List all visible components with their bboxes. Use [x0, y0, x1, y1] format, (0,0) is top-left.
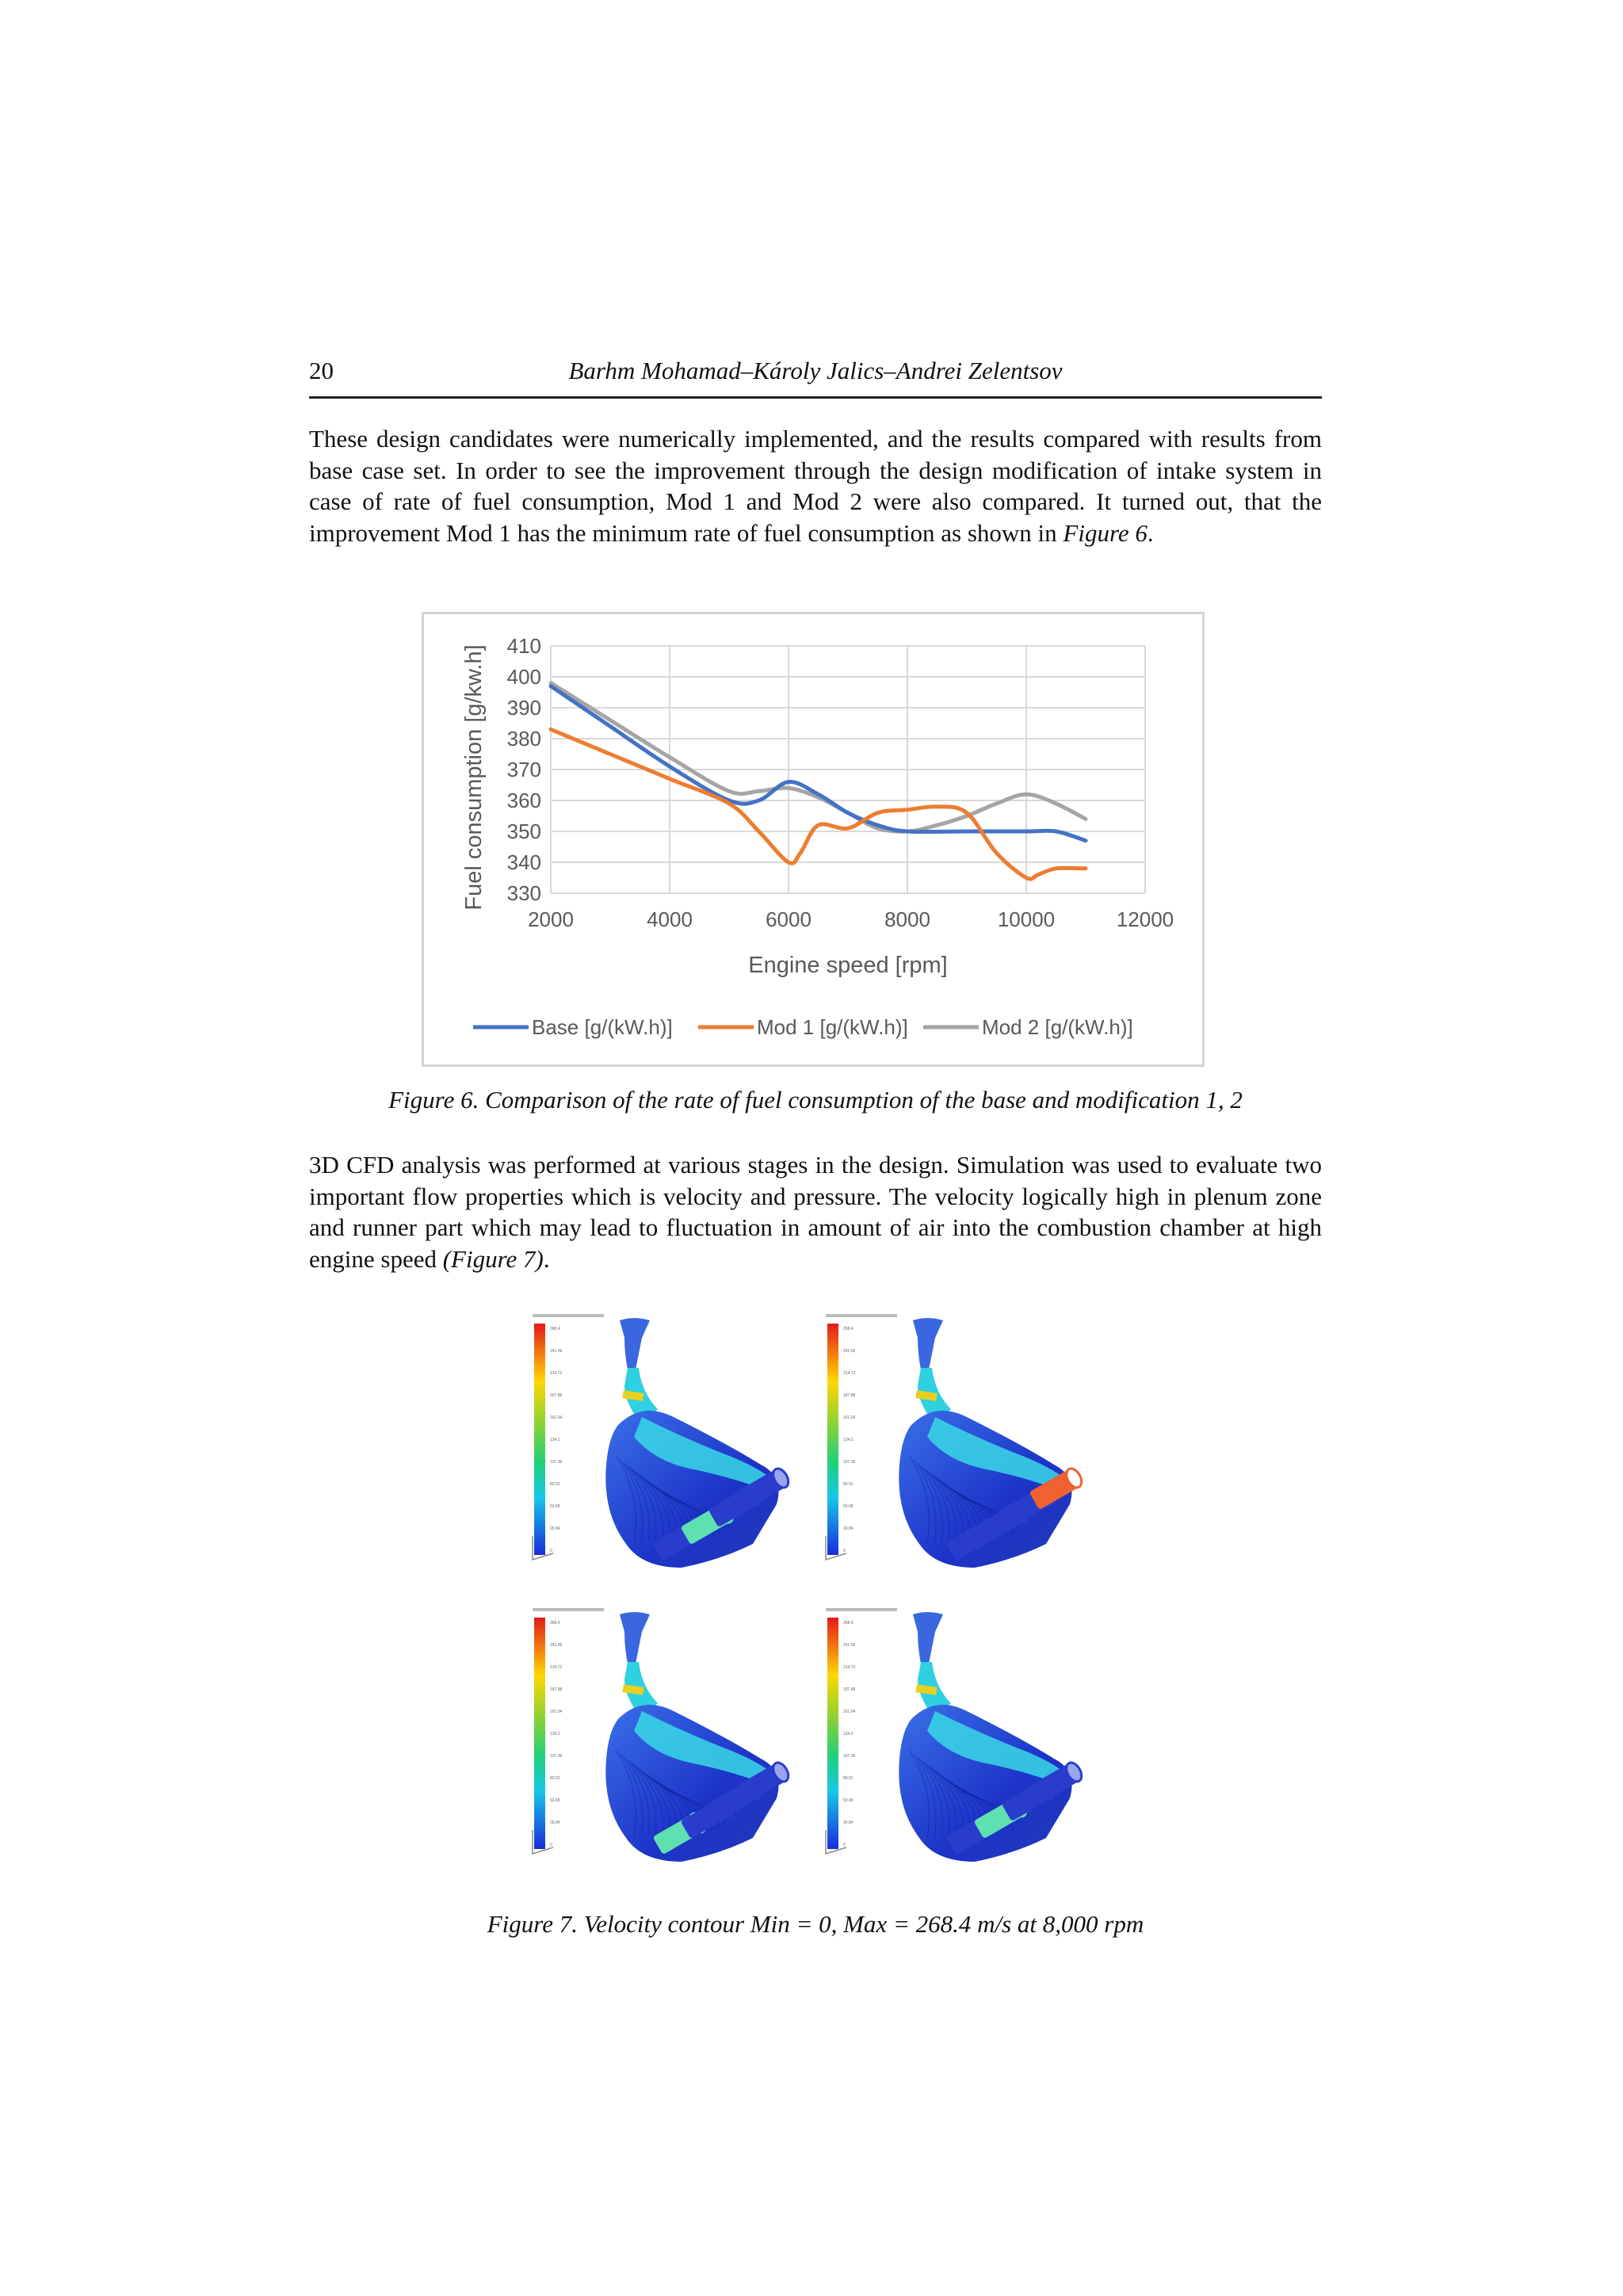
x-tick-label-1: 4000 [647, 907, 693, 931]
contour-legend-value-10: 0 [843, 1843, 846, 1847]
y-tick-label-8: 410 [506, 634, 541, 658]
series-line-2 [551, 729, 1086, 879]
y-tick-label-0: 330 [506, 881, 541, 905]
contour-legend-value-3: 187.88 [843, 1393, 856, 1398]
y-tick-label-7: 400 [506, 665, 541, 689]
paragraph-2-text: 3D CFD analysis was performed at various stages in the design. Simulation was used to evaluate two important flow properties which is velocity and pressure. The velocity logically high in plenum zone and runner part which may lead to fluctuation in amount of air into the combustion chamber at high engine speed [309, 1151, 1322, 1273]
contour-legend-value-2: 214.72 [550, 1371, 563, 1376]
contour-legend-value-4: 161.04 [843, 1710, 856, 1714]
contour-legend-value-1: 241.56 [550, 1643, 563, 1648]
contour-panel-2 [816, 1306, 1109, 1600]
x-tick-label-3: 8000 [884, 907, 930, 931]
y-tick-label-5: 380 [506, 727, 541, 751]
contour-legend-value-0: 268.4 [550, 1327, 560, 1331]
contour-legend-value-4: 161.04 [843, 1415, 856, 1420]
x-tick-label-2: 6000 [766, 907, 812, 931]
contour-colour-bar [827, 1618, 838, 1849]
x-tick-label-5: 12000 [1116, 907, 1174, 931]
contour-legend-value-5: 134.2 [550, 1438, 560, 1442]
contour-colour-bar [534, 1324, 545, 1555]
contour-legend-value-10: 0 [550, 1843, 552, 1847]
contour-title-mark [826, 1314, 897, 1317]
y-axis-label: Fuel consumption [g/kw.h] [461, 644, 487, 911]
contour-legend-value-3: 187.88 [550, 1687, 563, 1692]
page-number: 20 [309, 357, 334, 384]
legend-label-2: Mod 1 [g/(kW.h)] [757, 1015, 908, 1039]
contour-legend-value-9: 26.84 [550, 1526, 560, 1531]
x-tick-label-4: 10000 [997, 907, 1056, 931]
contour-legend-value-10: 0 [843, 1549, 846, 1553]
contour-image-2 [816, 1306, 1109, 1600]
paragraph-1-end: . [1147, 518, 1154, 547]
contour-legend-value-1: 241.56 [843, 1643, 856, 1648]
contour-legend-value-8: 53.68 [550, 1798, 560, 1803]
y-tick-label-3: 360 [506, 789, 541, 812]
contour-legend-value-7: 80.52 [843, 1776, 854, 1781]
chart-svg [424, 614, 1202, 1064]
figure-7-caption: Figure 7. Velocity contour Min = 0, Max = 268.4 m/s at 8,000 rpm [487, 1910, 1144, 1938]
contour-legend-value-7: 80.52 [843, 1482, 854, 1487]
paragraph-2-end: . [543, 1244, 550, 1273]
contour-legend-value-9: 26.84 [843, 1820, 854, 1825]
figure-6-caption: Figure 6. Comparison of the rate of fuel consumption of the base and modification 1, 2 [388, 1086, 1243, 1114]
contour-legend-value-0: 268.4 [843, 1621, 854, 1626]
figure-6-reference: Figure 6 [1063, 518, 1148, 547]
contour-legend-value-6: 107.36 [843, 1460, 856, 1465]
contour-legend-value-0: 268.4 [843, 1327, 854, 1331]
page-header [309, 353, 1322, 399]
contour-legend-value-5: 134.2 [550, 1732, 560, 1736]
contour-legend-value-3: 187.88 [843, 1687, 856, 1692]
y-tick-label-4: 370 [506, 758, 541, 781]
contour-title-mark [826, 1608, 897, 1611]
y-tick-label-6: 390 [506, 696, 541, 720]
contour-legend-value-4: 161.04 [550, 1710, 563, 1714]
contour-legend-value-0: 268.4 [550, 1621, 560, 1626]
contour-legend-value-9: 26.84 [843, 1526, 854, 1531]
paragraph-1-text: These design candidates were numerically implemented, and the results compared with results from base case set. In order to see the improvement through the design modification of intake system in case of rate of fuel consumption, Mod 1 and Mod 2 were also compared. It turned out, that the improvement Mod 1 has the minimum rate of fuel consumption as shown in [309, 425, 1322, 547]
contour-colour-bar [827, 1324, 838, 1555]
paragraph-1 [309, 423, 1322, 548]
contour-legend-value-3: 187.88 [550, 1393, 563, 1398]
contour-title-mark [533, 1608, 604, 1611]
y-tick-label-2: 350 [506, 819, 541, 843]
contour-legend-value-1: 241.56 [550, 1349, 563, 1354]
contour-legend-value-5: 134.2 [843, 1438, 854, 1442]
contour-legend-value-4: 161.04 [550, 1415, 563, 1420]
contour-legend-value-9: 26.84 [550, 1820, 560, 1825]
contour-legend-value-6: 107.36 [550, 1754, 563, 1759]
velocity-contour-figure [523, 1306, 1109, 1894]
x-axis-label: Engine speed [rpm] [748, 953, 948, 978]
contour-legend-value-2: 214.72 [843, 1665, 856, 1670]
figure-7-reference: (Figure 7) [442, 1244, 544, 1273]
contour-legend-value-6: 107.36 [843, 1754, 856, 1759]
legend-label-3: Mod 2 [g/(kW.h)] [982, 1015, 1133, 1039]
contour-legend-value-7: 80.52 [550, 1482, 560, 1487]
contour-legend-value-8: 53.68 [843, 1798, 854, 1803]
contour-legend-value-7: 80.52 [550, 1776, 560, 1781]
contour-panel-4 [816, 1600, 1109, 1894]
contour-image-4 [816, 1600, 1109, 1894]
running-head: Barhm Mohamad–Károly Jalics–Andrei Zelentsov [568, 357, 1063, 384]
contour-colour-bar [534, 1618, 545, 1849]
paragraph-2 [309, 1149, 1322, 1274]
contour-panel-3 [523, 1600, 816, 1894]
contour-image-3 [523, 1600, 816, 1894]
contour-title-mark [533, 1314, 604, 1317]
contour-legend-value-5: 134.2 [843, 1732, 854, 1736]
contour-legend-value-2: 214.72 [843, 1371, 856, 1376]
contour-legend-value-2: 214.72 [550, 1665, 563, 1670]
contour-legend-value-1: 241.56 [843, 1349, 856, 1354]
contour-legend-value-6: 107.36 [550, 1460, 563, 1465]
x-tick-label-0: 2000 [528, 907, 574, 931]
contour-legend-value-10: 0 [550, 1549, 552, 1553]
fuel-consumption-chart [422, 612, 1205, 1067]
legend-label-1: Base [g/(kW.h)] [532, 1015, 673, 1039]
y-tick-label-1: 340 [506, 850, 541, 874]
contour-panel-1 [523, 1306, 816, 1600]
contour-legend-value-8: 53.68 [550, 1504, 560, 1509]
series-line-3 [551, 683, 1086, 831]
contour-legend-value-8: 53.68 [843, 1504, 854, 1509]
contour-image-1 [523, 1306, 816, 1600]
